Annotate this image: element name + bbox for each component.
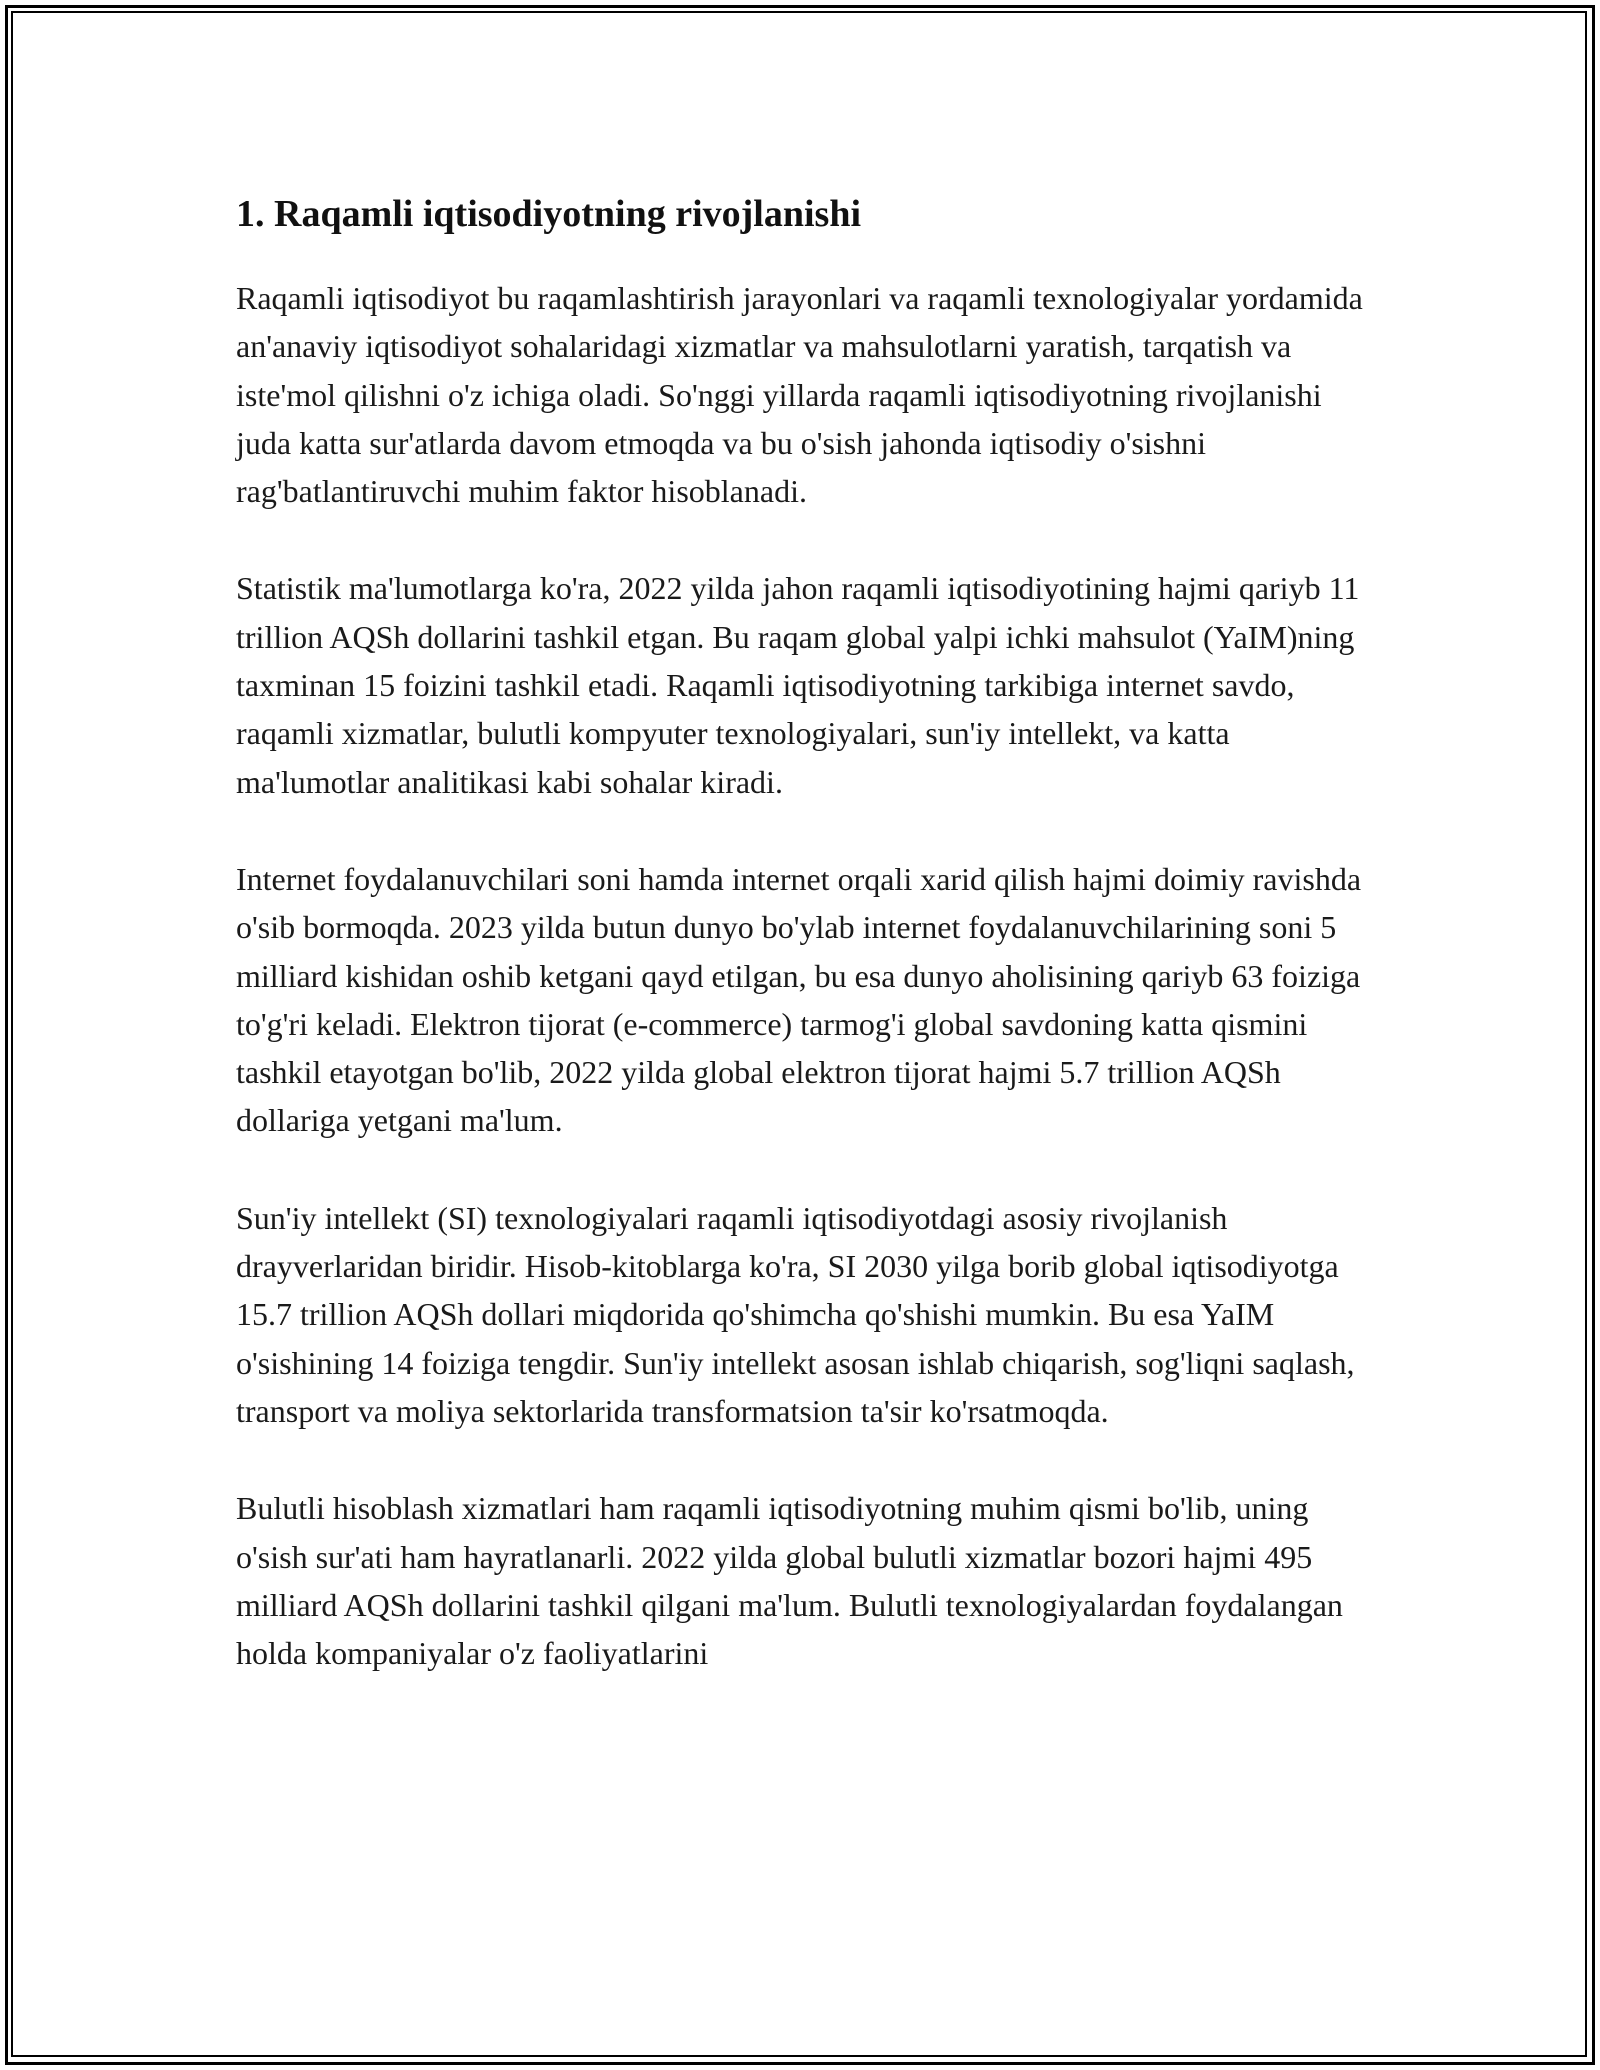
paragraph-internet-users: Internet foydalanuvchilari soni hamda internet orqali xarid qilish hajmi doimiy ravishda o'sib bormoqda. 2023 yilda butun dunyo bo'ylab internet foydalanuvchilarining soni 5 milliard kishidan oshib ketgani qayd etilgan, bu esa dunyo aholisining qariyb 63 foiziga to'g'ri keladi. Elektron tijorat (e-commerce) tarmog'i global savdoning katta qismini tashkil etayotgan bo'lib, 2022 yilda global elektron tijorat hajmi 5.7 trillion AQSh dollariga yetgani ma'lum.	[236, 860, 1362, 1139]
section-heading: 1. Raqamli iqtisodiyotning rivojlanishi	[236, 193, 862, 235]
paragraph-digital-economy-definition: Raqamli iqtisodiyot bu raqamlashtirish jarayonlari va raqamli texnologiyalar yordamida an'anaviy iqtisodiyot sohalaridagi xizmatlar va mahsulotlarni yaratish, tarqatish va iste'mol qilishni o'z ichiga oladi. So'nggi yillarda raqamli iqtisodiyotning rivojlanishi juda katta sur'atlarda davom etmoqda va bu o'sish jahonda iqtisodiy o'sishni rag'batlantiruvchi muhim faktor hisoblanadi.	[236, 280, 1363, 510]
document-body	[236, 190, 1376, 1726]
paragraph-statistics: Statistik ma'lumotlarga ko'ra, 2022 yilda jahon raqamli iqtisodiyotining hajmi qariyb 11 trillion AQSh dollarini tashkil etgan. Bu raqam global yalpi ichki mahsulot (YaIM)ning taxminan 15 foizini tashkil etadi. Raqamli iqtisodiyotning tarkibiga internet savdo, raqamli xizmatlar, bulutli kompyuter texnologiyalari, sun'iy intellekt, va katta ma'lumotlar analitikasi kabi sohalar kiradi.	[236, 570, 1360, 800]
paragraph-cloud-computing: Bulutli hisoblash xizmatlari ham raqamli iqtisodiyotning muhim qismi bo'lib, uning o'sish sur'ati ham hayratlanarli. 2022 yilda global bulutli xizmatlar bozori hajmi 495 milliard AQSh dollarini tashkil qilgani ma'lum. Bulutli texnologiyalardan foydalangan holda kompaniyalar o'z faoliyatlarini	[236, 1490, 1343, 1672]
paragraph-artificial-intelligence: Sun'iy intellekt (SI) texnologiyalari raqamli iqtisodiyotdagi asosiy rivojlanish drayverlaridan biridir. Hisob-kitoblarga ko'ra, SI 2030 yilga borib global iqtisodiyotga 15.7 trillion AQSh dollari miqdorida qo'shimcha qo'shishi mumkin. Bu esa YaIM o'sishining 14 foiziga tengdir. Sun'iy intellekt asosan ishlab chiqarish, sog'liqni saqlash, transport va moliya sektorlarida transformatsion ta'sir ko'rsatmoqda.	[236, 1199, 1355, 1429]
